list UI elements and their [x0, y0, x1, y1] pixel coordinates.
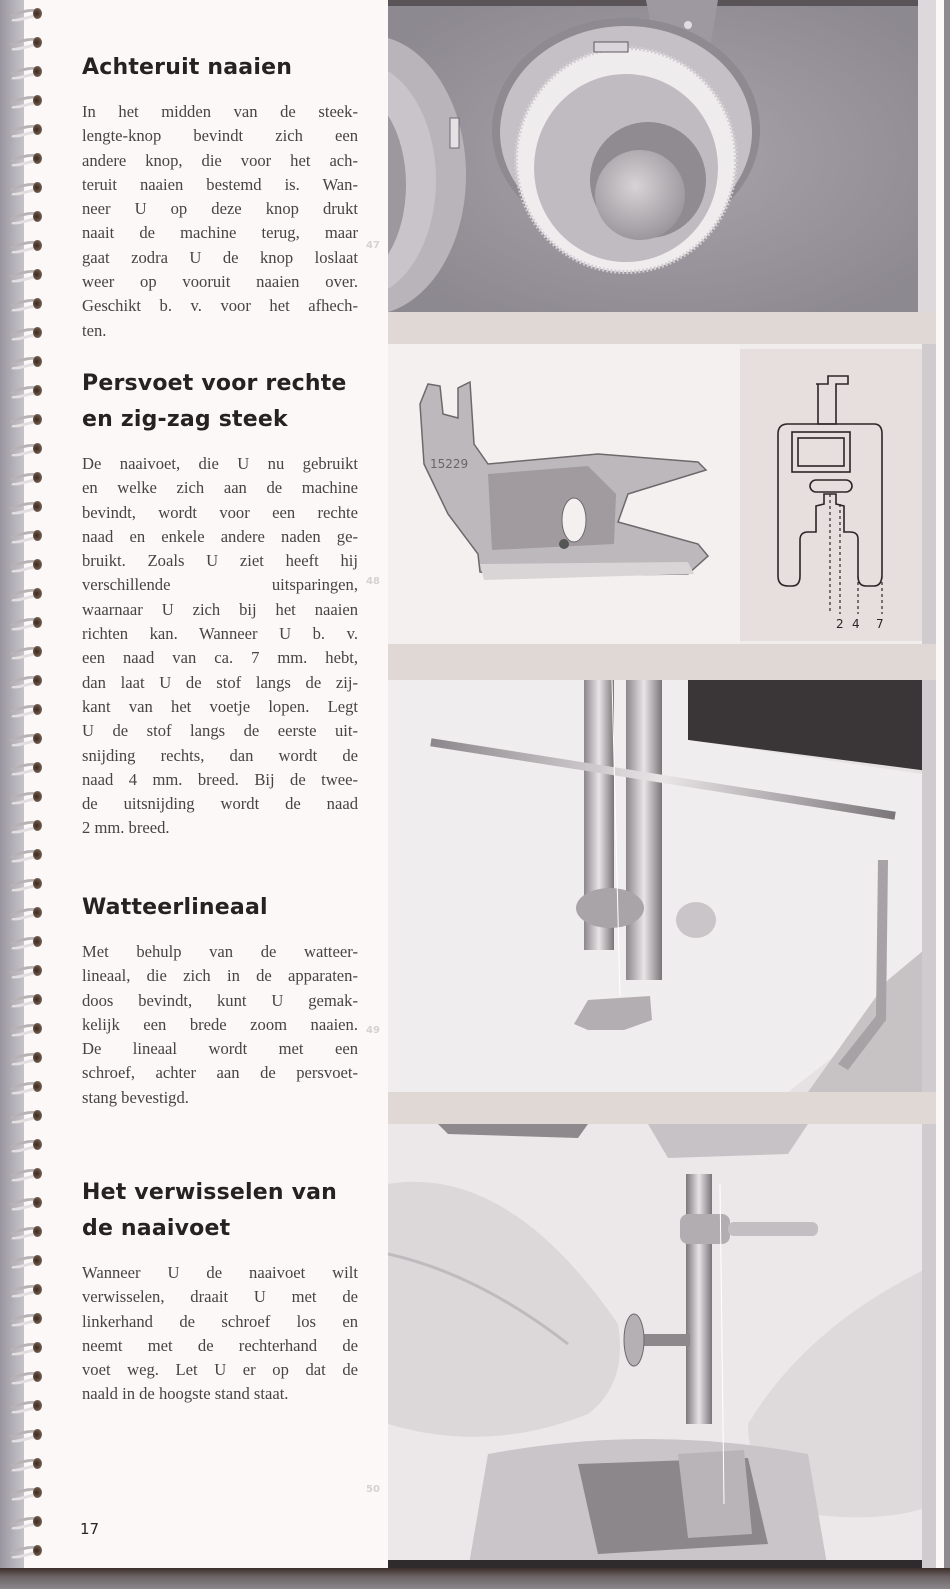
spiral-coil — [8, 963, 42, 979]
spiral-coil — [8, 789, 42, 805]
tab-number: 50 — [366, 1484, 380, 1495]
text-line: De naaivoet, die U nu gebruikt — [82, 454, 358, 473]
text-line: U de stof langs de eerste uit- — [82, 721, 358, 741]
seam-marker-2: 2 — [836, 617, 844, 631]
section-body — [82, 1261, 358, 1407]
spiral-coil — [8, 1195, 42, 1211]
presser-foot-screw — [638, 1334, 690, 1346]
spiral-coil — [8, 905, 42, 921]
text-line: Wanneer U de naaivoet wilt — [82, 1263, 358, 1282]
foot-change-photo — [388, 1124, 936, 1570]
text-line: en welke zich aan de machine — [82, 478, 358, 498]
text-line: teruit naaien bestemd is. Wan- — [82, 174, 358, 194]
spiral-coil — [8, 1456, 42, 1472]
spiral-coil — [8, 1398, 42, 1414]
spiral-coil — [8, 1543, 42, 1559]
spiral-coil — [8, 1021, 42, 1037]
spiral-coil — [8, 702, 42, 718]
section-body — [82, 452, 358, 841]
quilting-guide-photo — [388, 680, 936, 1092]
spiral-coil — [8, 1079, 42, 1095]
needle-bar — [686, 1174, 712, 1424]
section-body — [82, 940, 358, 1110]
spiral-coil — [8, 1311, 42, 1327]
spiral-coil — [8, 1050, 42, 1066]
text-line: kant van het voetje lopen. Legt — [82, 696, 358, 716]
text-line: neer U op deze knop drukt — [82, 199, 358, 219]
spiral-coil — [8, 992, 42, 1008]
section-heading — [82, 50, 358, 86]
heading-line: Achteruit naaien — [82, 55, 293, 80]
spiral-coil — [8, 267, 42, 283]
spiral-coil — [8, 325, 42, 341]
heading-line: Persvoet voor rechte — [82, 371, 347, 396]
spiral-coil — [8, 64, 42, 80]
text-line: ten. — [82, 320, 107, 340]
spiral-coil — [8, 934, 42, 950]
spiral-coil — [8, 1253, 42, 1269]
section-body — [82, 100, 358, 343]
text-line: verwisselen, draait U met de — [82, 1287, 358, 1307]
text-line: naait de machine terug, maar — [82, 223, 358, 243]
foot-change-illustration — [388, 1124, 936, 1570]
separator-band — [388, 644, 936, 680]
text-line: verschillende uitsparingen, — [82, 575, 358, 595]
spiral-coil — [8, 615, 42, 631]
text-line: een naad van ca. 7 mm. hebt, — [82, 648, 358, 668]
text-line: schroef, achter aan de persvoet- — [82, 1063, 358, 1083]
text-line: de uitsnijding wordt de naad — [82, 794, 358, 814]
text-line: Geschikt b. v. voor het afhech- — [82, 296, 358, 316]
spiral-coil — [8, 760, 42, 776]
text-line: lengte-knop bevindt zich een — [82, 126, 358, 146]
spiral-coil — [8, 180, 42, 196]
spiral-coil — [8, 1108, 42, 1124]
spiral-coil — [8, 499, 42, 515]
text-line: waarnaar U zich bij het naaien — [82, 599, 358, 619]
presser-foot-figure — [388, 344, 936, 644]
page-number: 17 — [80, 1520, 100, 1538]
section-verwisselen-naaivoet — [82, 1175, 358, 1407]
spiral-coil — [8, 93, 42, 109]
bottom-edge — [0, 1568, 950, 1589]
text-line: bevindt, wordt voor een rechte — [82, 502, 358, 522]
presser-foot-illustration — [388, 344, 936, 644]
tab-number: 49 — [366, 1025, 380, 1036]
heading-line: de naaivoet — [82, 1216, 231, 1241]
spiral-coil — [8, 1369, 42, 1385]
spiral-coil — [8, 383, 42, 399]
text-line: weer op vooruit naaien over. — [82, 272, 358, 292]
spiral-binding — [0, 0, 60, 1589]
text-line: kelijk een brede zoom naaien. — [82, 1014, 358, 1034]
text-line: andere knop, die voor het ach- — [82, 150, 358, 170]
spiral-coil — [8, 876, 42, 892]
section-achteruit-naaien — [82, 50, 358, 343]
separator-band — [388, 312, 936, 344]
spiral-coil — [8, 1137, 42, 1153]
spiral-coil — [8, 35, 42, 51]
heading-line: Watteerlineaal — [82, 895, 268, 920]
seam-marker-7: 7 — [876, 617, 884, 631]
dial-illustration — [388, 0, 936, 312]
spiral-coil — [8, 209, 42, 225]
text-line: neemt met de rechterhand de — [82, 1335, 358, 1355]
spiral-coil — [8, 441, 42, 457]
section-persvoet — [82, 366, 358, 841]
section-watteerlineaal — [82, 890, 358, 1110]
spiral-coil — [8, 296, 42, 312]
tab-number: 47 — [366, 240, 380, 251]
spiral-coil — [8, 412, 42, 428]
text-line: 2 mm. breed. — [82, 818, 170, 838]
section-heading — [82, 890, 358, 926]
spiral-coil — [8, 673, 42, 689]
text-line: bruikt. Zoals U ziet heeft hij — [82, 551, 358, 571]
diagram-panel — [740, 349, 936, 641]
section-heading — [82, 366, 358, 438]
heading-line: Het verwisselen van — [82, 1180, 338, 1205]
tab-number: 48 — [366, 576, 380, 587]
heading-line: en zig-zag steek — [82, 407, 288, 432]
spiral-coil — [8, 1485, 42, 1501]
text-line: naad 4 mm. breed. Bij de twee- — [82, 769, 358, 789]
text-line: stang bevestigd. — [82, 1087, 189, 1107]
text-line: De lineaal wordt met een — [82, 1039, 358, 1059]
text-line: richten kan. Wanneer U b. v. — [82, 624, 358, 644]
text-line: dan laat U de stof langs de zij- — [82, 672, 358, 692]
spiral-coil — [8, 847, 42, 863]
text-line: voet weg. Let U er op dat de — [82, 1360, 358, 1380]
spiral-coil — [8, 1166, 42, 1182]
spiral-coil — [8, 818, 42, 834]
text-line: naad en enkele andere naden ge- — [82, 526, 358, 546]
text-line: lineaal, die zich in de apparaten- — [82, 966, 358, 986]
separator-band — [388, 1092, 936, 1124]
text-line: naald in de hoogste stand staat. — [82, 1384, 289, 1404]
spiral-coil — [8, 354, 42, 370]
text-line: Met behulp van de watteer- — [82, 942, 358, 961]
figure-column — [388, 0, 936, 1570]
text-line: gaat zodra U de knop loslaat — [82, 247, 358, 267]
spiral-coil — [8, 1427, 42, 1443]
spiral-coil — [8, 122, 42, 138]
spiral-coil — [8, 1340, 42, 1356]
spiral-coil — [8, 528, 42, 544]
spiral-coil — [8, 1224, 42, 1240]
spiral-coil — [8, 6, 42, 22]
part-number: 15229 — [430, 457, 469, 471]
spiral-coil — [8, 238, 42, 254]
text-line: In het midden van de steek- — [82, 102, 358, 121]
section-heading — [82, 1175, 358, 1247]
text-line: doos bevindt, kunt U gemak- — [82, 990, 358, 1010]
seam-marker-4: 4 — [852, 617, 860, 631]
quilting-guide-illustration — [388, 680, 936, 1092]
presser-foot — [678, 1450, 752, 1538]
spiral-coil — [8, 644, 42, 660]
spiral-coil — [8, 1514, 42, 1530]
spiral-coil — [8, 557, 42, 573]
dial-photo — [388, 0, 936, 312]
spiral-coil — [8, 731, 42, 747]
text-line: linkerhand de schroef los en — [82, 1311, 358, 1331]
spiral-coil — [8, 1282, 42, 1298]
text-line: snijding rechts, dan wordt de — [82, 745, 358, 765]
spiral-coil — [8, 151, 42, 167]
spiral-coil — [8, 586, 42, 602]
spiral-coil — [8, 470, 42, 486]
